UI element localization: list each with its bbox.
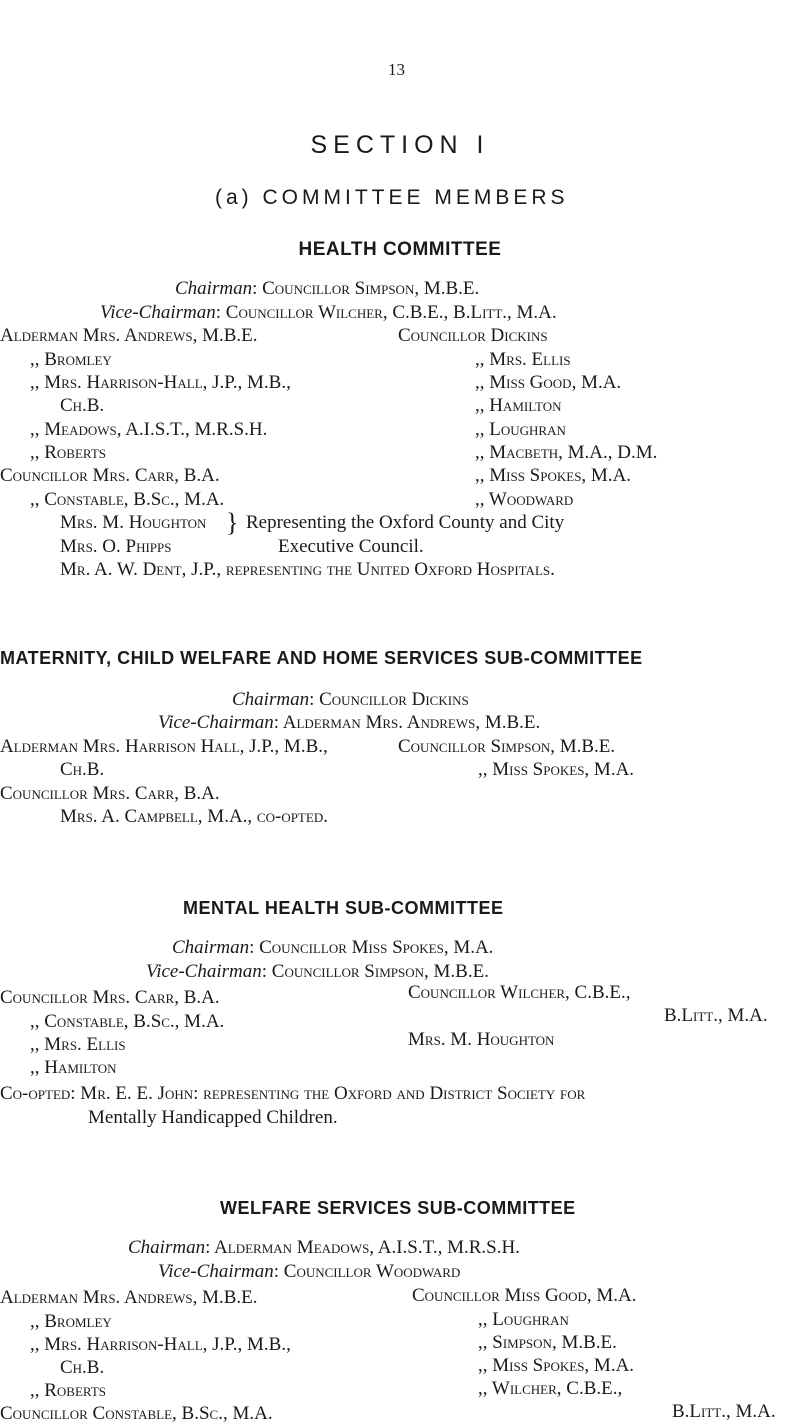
- maternity-coopted: Mrs. A. Campbell, M.A., co-opted.: [60, 806, 328, 827]
- section-title: SECTION I: [310, 131, 490, 159]
- chairman-label: Chairman: [175, 278, 253, 299]
- vice-chairman-value: : Alderman Mrs. Andrews, M.B.E.: [273, 712, 541, 733]
- mental-member: B.Litt., M.A.: [664, 1005, 768, 1026]
- health-member: Alderman Mrs. Andrews, M.B.E.: [0, 325, 258, 346]
- health-member: ,, Miss Good, M.A.: [475, 372, 622, 393]
- health-member: ,, Constable, B.Sc., M.A.: [30, 489, 225, 510]
- mental-member: ,, Mrs. Ellis: [30, 1034, 126, 1055]
- mental-chairman: [172, 938, 493, 958]
- chairman-value: : Alderman Meadows, A.I.S.T., M.R.S.H.: [205, 1237, 520, 1258]
- mental-member: Councillor Wilcher, C.B.E.,: [408, 982, 631, 1003]
- chairman-label: Chairman: [128, 1237, 206, 1258]
- mental-heading: MENTAL HEALTH SUB-COMMITTEE: [183, 898, 504, 918]
- welfare-chairman: [128, 1238, 520, 1258]
- mental-coopted: Mentally Handicapped Children.: [88, 1107, 338, 1128]
- health-member: Councillor Mrs. Carr, B.A.: [0, 465, 220, 486]
- page-number: 13: [388, 60, 405, 79]
- health-member: ,, Meadows, A.I.S.T., M.R.S.H.: [30, 419, 268, 440]
- health-heading: HEALTH COMMITTEE: [298, 239, 502, 260]
- representation-text: Representing the Oxford County and City: [246, 512, 565, 533]
- representative-name: Mrs. O. Phipps: [60, 536, 172, 557]
- health-member: Ch.B.: [60, 395, 105, 416]
- vice-chairman-label: Vice-Chairman: [100, 302, 216, 323]
- vice-chairman-value: : Councillor Wilcher, C.B.E., B.Litt., M.A.: [215, 302, 557, 323]
- health-member: ,, Mrs. Ellis: [475, 349, 571, 370]
- maternity-heading: MATERNITY, CHILD WELFARE AND HOME SERVICES SUB-COMMITTEE: [0, 648, 643, 668]
- mental-vice-chairman: [146, 962, 489, 982]
- mental-member: ,, Constable, B.Sc., M.A.: [30, 1011, 225, 1032]
- representative-name: Mrs. M. Houghton: [60, 512, 207, 533]
- representative-hospitals: Mr. A. W. Dent, J.P., representing the United Oxford Hospitals.: [60, 559, 555, 580]
- welfare-member: B.Litt., M.A.: [672, 1401, 776, 1422]
- welfare-member: Councillor Miss Good, M.A.: [412, 1285, 637, 1306]
- health-chairman: [175, 279, 479, 299]
- welfare-member: ,, Wilcher, C.B.E.,: [478, 1378, 623, 1399]
- health-member: ,, Woodward: [475, 489, 574, 510]
- maternity-member: Ch.B.: [60, 759, 105, 780]
- vice-chairman-value: : Councillor Simpson, M.B.E.: [261, 961, 489, 982]
- health-member: ,, Mrs. Harrison-Hall, J.P., M.B.,: [30, 372, 291, 393]
- chairman-label: Chairman: [172, 937, 250, 958]
- welfare-member: ,, Bromley: [30, 1311, 112, 1332]
- welfare-vice-chairman: [158, 1262, 460, 1282]
- health-member: Councillor Dickins: [398, 325, 548, 346]
- mental-member: Mrs. M. Houghton: [408, 1029, 555, 1050]
- welfare-member: Councillor Constable, B.Sc., M.A.: [0, 1403, 273, 1424]
- welfare-member: ,, Simpson, M.B.E.: [478, 1332, 617, 1353]
- maternity-chairman: [232, 690, 469, 710]
- welfare-member: Alderman Mrs. Andrews, M.B.E.: [0, 1287, 258, 1308]
- vice-chairman-value: : Councillor Woodward: [273, 1261, 461, 1282]
- mental-member: Councillor Mrs. Carr, B.A.: [0, 987, 220, 1008]
- welfare-heading: WELFARE SERVICES SUB-COMMITTEE: [220, 1198, 576, 1218]
- welfare-member: ,, Mrs. Harrison-Hall, J.P., M.B.,: [30, 1334, 291, 1355]
- health-vice-chairman: [100, 303, 557, 323]
- representation-text: Executive Council.: [278, 536, 424, 557]
- health-member: ,, Roberts: [30, 442, 106, 463]
- health-member: ,, Macbeth, M.A., D.M.: [475, 442, 658, 463]
- health-member: ,, Hamilton: [475, 395, 562, 416]
- welfare-member: ,, Loughran: [478, 1309, 569, 1330]
- chairman-value: : Councillor Dickins: [309, 689, 469, 710]
- health-member: ,, Loughran: [475, 419, 566, 440]
- welfare-member: Ch.B.: [60, 1357, 105, 1378]
- chairman-label: Chairman: [232, 689, 310, 710]
- brace-icon: }: [226, 508, 239, 537]
- welfare-member: ,, Roberts: [30, 1380, 106, 1401]
- health-member: ,, Miss Spokes, M.A.: [475, 465, 632, 486]
- health-member: ,, Bromley: [30, 349, 112, 370]
- chairman-value: : Councillor Miss Spokes, M.A.: [249, 937, 494, 958]
- maternity-member: Councillor Mrs. Carr, B.A.: [0, 783, 220, 804]
- subsection-title: (a) COMMITTEE MEMBERS: [215, 186, 569, 209]
- vice-chairman-label: Vice-Chairman: [158, 1261, 274, 1282]
- maternity-member: ,, Miss Spokes, M.A.: [478, 759, 635, 780]
- maternity-member: Councillor Simpson, M.B.E.: [398, 736, 616, 757]
- mental-member: ,, Hamilton: [30, 1057, 117, 1078]
- vice-chairman-label: Vice-Chairman: [158, 712, 274, 733]
- mental-coopted: Co-opted: Mr. E. E. John: representing the Oxford and District Society for: [0, 1083, 586, 1104]
- maternity-member: Alderman Mrs. Harrison Hall, J.P., M.B.,: [0, 736, 328, 757]
- maternity-vice-chairman: [158, 713, 540, 733]
- vice-chairman-label: Vice-Chairman: [146, 961, 262, 982]
- welfare-member: ,, Miss Spokes, M.A.: [478, 1355, 635, 1376]
- chairman-value: : Councillor Simpson, M.B.E.: [252, 278, 480, 299]
